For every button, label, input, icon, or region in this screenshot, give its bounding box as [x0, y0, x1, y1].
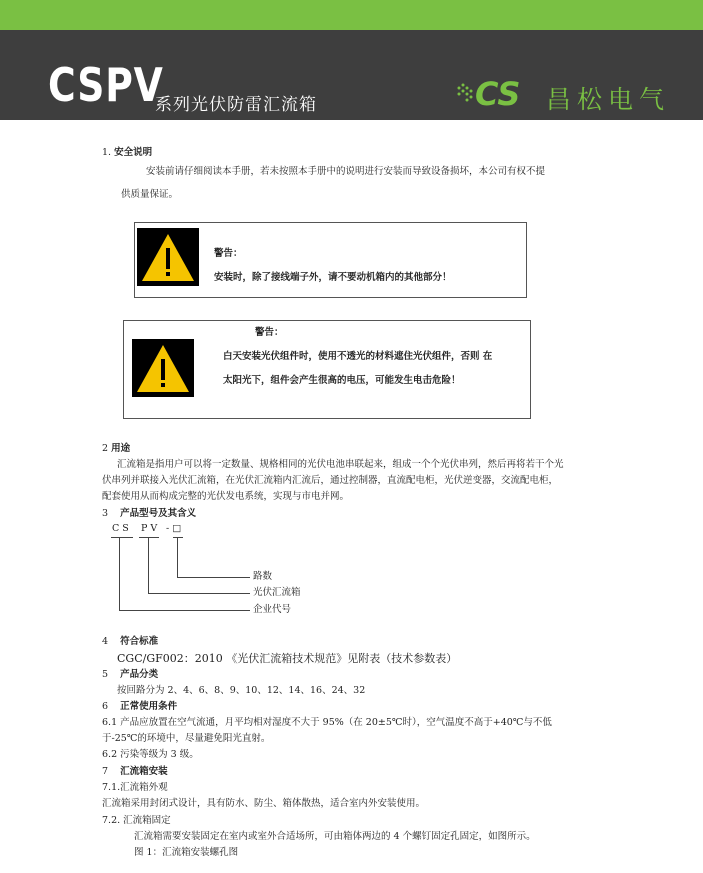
section-7-text-line1: 7.1.汇流箱外观: [102, 782, 168, 793]
section-6-text-line1: 6.1 产品应放置在空气流通，月平均相对湿度不大于 95%（在 20±5℃时），空气温度不高于+40℃与不低: [102, 717, 552, 728]
section-7-text-line2: 汇流箱采用封闭式设计，具有防水、防尘、箱体散热，适合室内外安装使用。: [102, 798, 426, 809]
company-name: 昌松电气: [546, 85, 671, 114]
section-3-heading: 3 产品型号及其含义: [102, 508, 197, 519]
warning-triangle-icon: [137, 228, 199, 286]
logo-text: CS: [475, 76, 521, 110]
section-7-text-line4: 汇流箱需要安装固定在室内或室外合适场所，可由箱体两边的 4 个螺钉固定孔固定，如图所示。: [134, 831, 536, 842]
section-7-text-line3: 7.2. 汇流箱固定: [102, 815, 171, 826]
warning-triangle-icon: [132, 339, 194, 397]
label-box: 光伏汇流箱: [253, 587, 301, 598]
model-code-cs: C S: [112, 523, 129, 534]
warning-1-text: 安装时，除了接线端子外，请不要动机箱内的其他部分！: [214, 272, 452, 283]
bracket-corp: [119, 537, 250, 611]
section-6-heading: 6 正常使用条件: [102, 701, 178, 712]
section-1-heading: 1. 安全说明: [102, 147, 153, 158]
section-5-text: 按回路分为 2、4、6、8、9、10、12、14、16、24、32: [117, 685, 366, 696]
section-2-text-line2: 伏串列并联接入光伏汇流箱，在光伏汇流箱内汇流后，通过控制器，直流配电柜，光伏逆变器，交流配电柜，: [102, 475, 559, 486]
warning-2-text-line1: 白天安装光伏组件时，使用不透光的材料遮住光伏组件，否则 在: [223, 351, 493, 362]
warning-1-title: 警告：: [214, 248, 243, 259]
model-code-pv: P V: [141, 523, 158, 534]
warning-box-2: [123, 320, 531, 419]
model-code-sep: - □: [166, 523, 182, 534]
label-corp: 企业代号: [253, 604, 292, 615]
section-4-text: CGC/GF002：2010 《光伏汇流箱技术规范》见附表（技术参数表）: [117, 652, 458, 665]
section-6-text-line2: 于-25℃的环境中，尽量避免阳光直射。: [102, 733, 271, 744]
section-1-text-line2: 供质量保证。: [121, 189, 179, 200]
cs-logo-icon: [455, 76, 541, 110]
section-7-heading: 7 汇流箱安装: [102, 766, 168, 777]
section-6-text-line3: 6.2 污染等级为 3 级。: [102, 749, 199, 760]
section-5-heading: 5 产品分类: [102, 669, 159, 680]
section-2-text-line3: 配套使用从而构成完整的光伏发电系统，实现与市电并网。: [102, 491, 350, 502]
top-accent-bar: [0, 0, 703, 30]
label-lu: 路数: [253, 571, 273, 582]
brand-subtitle: 系列光伏防雷汇流箱: [155, 95, 317, 115]
brand-title: CSPV: [48, 58, 164, 112]
warning-2-text-line2: 太阳光下，组件会产生很高的电压，可能发生电击危险！: [223, 375, 461, 386]
warning-box-1: [134, 222, 527, 298]
warning-2-title: 警告：: [255, 327, 284, 338]
section-2-heading: 2 用途: [102, 443, 131, 454]
section-2-text-line1: 汇流箱是指用户可以将一定数量、规格相同的光伏电池串联起来，组成一个个光伏串列，然后再将若干个光: [117, 459, 564, 470]
section-4-heading: 4 符合标准: [102, 636, 159, 647]
figure-caption: 图 1：汇流箱安装螺孔图: [134, 847, 239, 858]
section-1-text-line1: 安装前请仔细阅读本手册，若未按照本手册中的说明进行安装而导致设备损坏，本公司有权不提: [146, 166, 546, 177]
